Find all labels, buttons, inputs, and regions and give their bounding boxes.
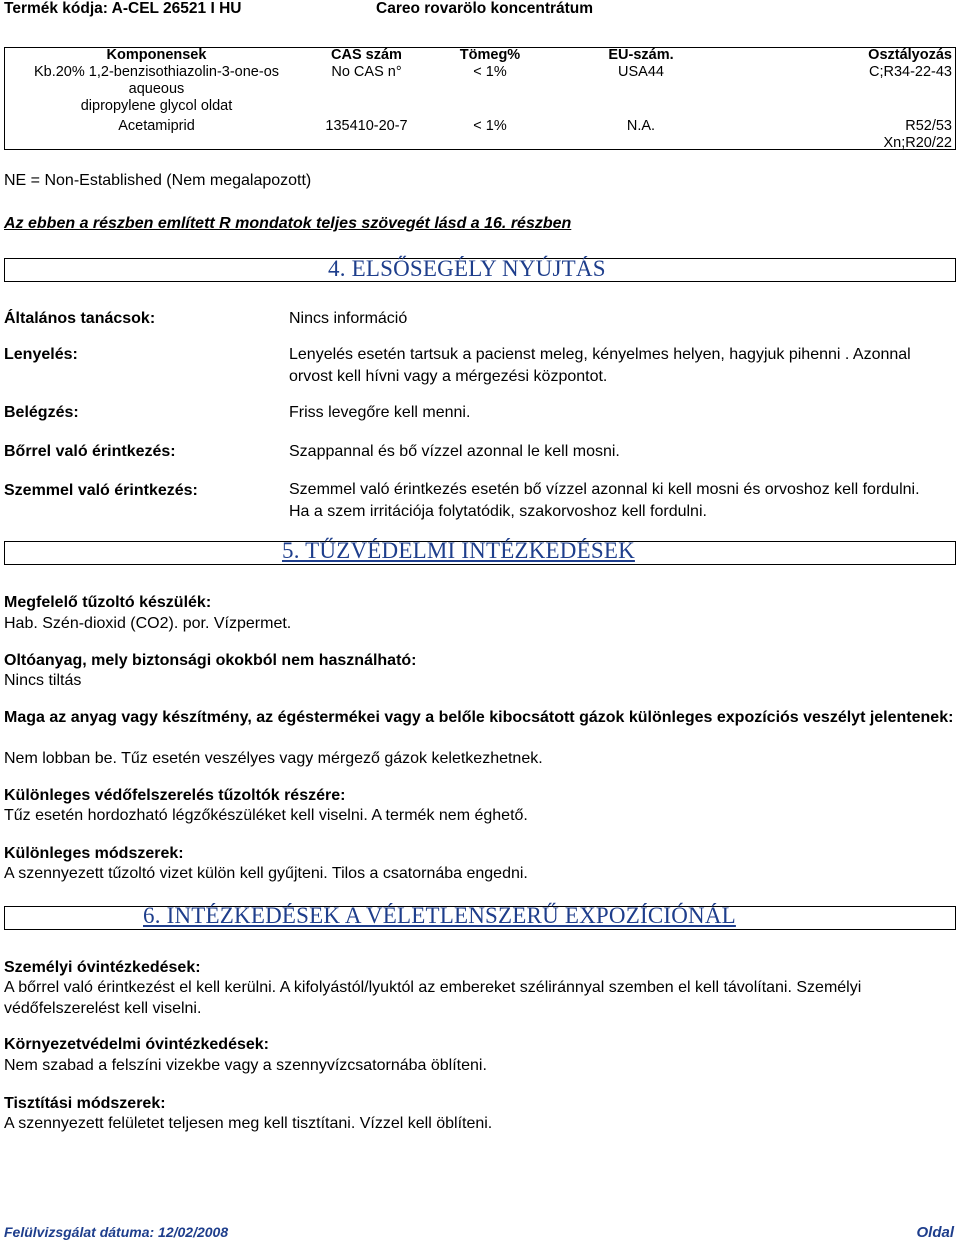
column-header: Tömeg%	[459, 47, 521, 63]
table-cell-eu: N.A.	[626, 118, 656, 134]
table-cell-cas: No CAS n°	[331, 64, 402, 80]
first-aid-label-ingestion: Lenyelés:	[4, 346, 78, 363]
table-row	[4, 64, 956, 115]
column-header: Komponensek	[106, 47, 207, 63]
revision-date: Felülvizsgálat dátuma: 12/02/2008	[4, 1224, 229, 1240]
cleanup-methods-text: A szennyezett felületet teljesen meg kell tisztítani. Vízzel kell öblíteni.	[4, 1115, 493, 1132]
prohibited-media-heading: Oltóanyag, mely biztonsági okokból nem használható:	[4, 652, 417, 669]
first-aid-value-skin: Szappannal és bő vízzel azonnal le kell mosni.	[289, 443, 620, 460]
column-header: Osztályozás	[868, 47, 952, 63]
first-aid-value-eye: Szemmel való érintkezés esetén bő vízzel azonnal ki kell mosni és orvoshoz kell fordulni. Ha a szem irritációja folytatódik, szakorvoshoz kell fordulni.	[289, 481, 920, 520]
table-cell-class: C;R34-22-43	[868, 64, 952, 80]
table-cell-mass: < 1%	[473, 118, 507, 134]
page-label: Oldal	[916, 1224, 954, 1241]
product-code: Termék kódja: A-CEL 26521 I HU	[4, 0, 242, 17]
environmental-precautions-heading: Környezetvédelmi óvintézkedések:	[4, 1036, 269, 1053]
section-5-title: 5. TŰZVÉDELMI INTÉZKEDÉSEK	[282, 538, 635, 563]
personal-precautions-text: A bőrrel való érintkezést el kell kerülni. A kifolyástól/lyuktól az embereket széliránnyal szemben el kell távolítani. Személyi védőfelszerelést kell viselni.	[4, 979, 862, 1017]
column-header: CAS szám	[331, 47, 402, 63]
table-cell-class: R52/53 Xn;R20/22	[883, 118, 952, 151]
table-header-row	[4, 47, 956, 64]
protective-equipment-text: Tűz esetén hordozható légzőkészüléket kell viselni. A termék nem éghető.	[4, 807, 528, 824]
table-cell-component: Kb.20% 1,2-benzisothiazolin-3-one-os aqueous dipropylene glycol oldat	[33, 64, 280, 114]
first-aid-label-skin: Bőrrel való érintkezés:	[4, 443, 176, 460]
personal-precautions-heading: Személyi óvintézkedések:	[4, 959, 201, 976]
table-cell-component: Acetamiprid	[118, 118, 195, 134]
protective-equipment-heading: Különleges védőfelszerelés tűzoltók részére:	[4, 787, 346, 804]
section-6-title: 6. INTÉZKEDÉSEK A VÉLETLENSZERŰ EXPOZÍCIÓNÁL	[143, 903, 736, 928]
first-aid-value-general: Nincs információ	[289, 310, 408, 327]
table-cell-eu: USA44	[618, 64, 664, 80]
special-hazards-text: Nem lobban be. Tűz esetén veszélyes vagy mérgező gázok keletkezhetnek.	[4, 750, 543, 767]
product-name: Careo rovarölo koncentrátum	[376, 0, 594, 17]
section-4-title: 4. ELSŐSEGÉLY NYÚJTÁS	[328, 256, 606, 281]
components-table	[4, 47, 956, 152]
first-aid-value-inhalation: Friss levegőre kell menni.	[289, 404, 471, 421]
first-aid-label-general: Általános tanácsok:	[4, 310, 156, 327]
first-aid-value-ingestion: Lenyelés esetén tartsuk a pacienst meleg, kényelmes helyen, hagyjuk pihenni . Azonnal orvost kell hívni vagy a mérgezési központot.	[289, 346, 911, 385]
environmental-precautions-text: Nem szabad a felszíni vizekbe vagy a szennyvízcsatornába öblíteni.	[4, 1057, 487, 1074]
special-methods-text: A szennyezett tűzoltó vizet külön kell gyűjteni. Tilos a csatornába engedni.	[4, 865, 528, 882]
column-header: EU-szám.	[608, 47, 674, 63]
abbreviation-note: NE = Non-Established (Nem megalapozott)	[4, 172, 312, 189]
table-cell-mass: < 1%	[473, 64, 507, 80]
cleanup-methods-heading: Tisztítási módszerek:	[4, 1095, 166, 1112]
prohibited-media-text: Nincs tiltás	[4, 672, 82, 689]
fire-extinguisher-heading: Megfelelő tűzoltó készülék:	[4, 594, 212, 611]
special-methods-heading: Különleges módszerek:	[4, 845, 184, 862]
table-cell-cas: 135410-20-7	[325, 118, 408, 134]
r-phrases-reference: Az ebben a részben említett R mondatok teljes szövegét lásd a 16. részben	[4, 215, 572, 232]
special-hazards-heading: Maga az anyag vagy készítmény, az égéstermékei vagy a belőle kibocsátott gázok különleges expozíciós veszélyt jelentenek:	[4, 709, 954, 726]
first-aid-label-inhalation: Belégzés:	[4, 404, 79, 421]
fire-extinguisher-text: Hab. Szén-dioxid (CO2). por. Vízpermet.	[4, 615, 292, 632]
table-row	[4, 115, 956, 152]
first-aid-label-eye: Szemmel való érintkezés:	[4, 482, 198, 499]
